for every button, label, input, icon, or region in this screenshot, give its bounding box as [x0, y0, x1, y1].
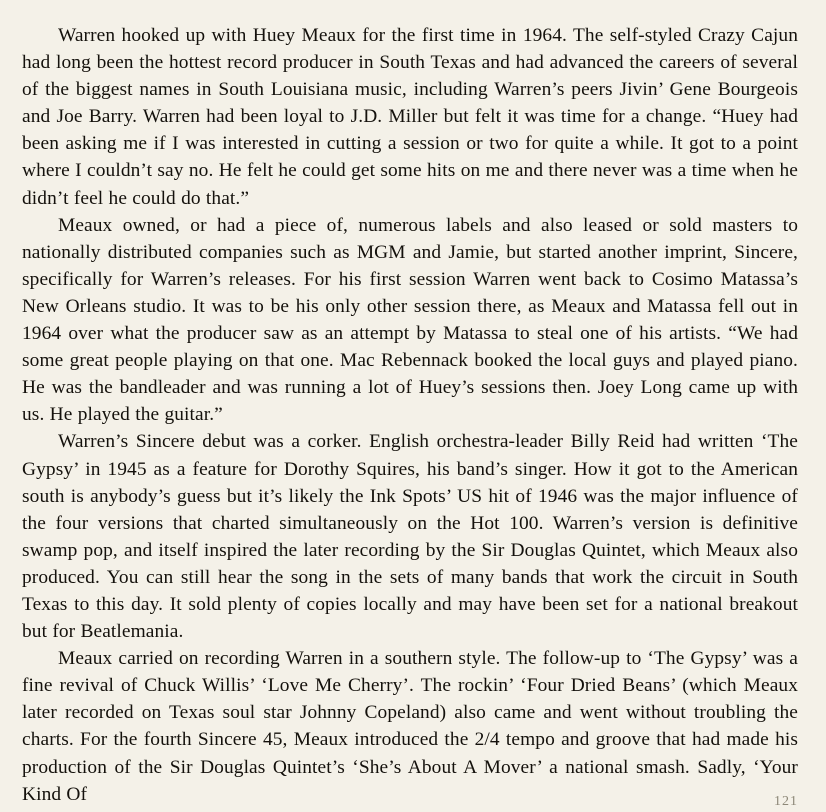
paragraph: Warren’s Sincere debut was a corker. English orchestra-leader Billy Reid had written ‘The Gypsy’ in 1945 as a feature for Dorothy Squires, his band’s singer. How it got to the American south is anybody’s guess but it’s likely the Ink Spots’ US hit of 1946 was the major influence of the four versions that charted simultaneously on the Hot 100. Warren’s version is definitive swamp pop, and itself inspired the later recording by the Sir Douglas Quintet, which Meaux also produced. You can still hear the song in the sets of many bands that work the circuit in South Texas to this day. It sold plenty of copies locally and may have been set for a national breakout but for Beatlemania. [22, 431, 798, 643]
paragraph: Warren hooked up with Huey Meaux for the first time in 1964. The self-styled Crazy Cajun had long been the hottest record producer in South Texas and had advanced the careers of several of the biggest names in South Louisiana music, including Warren’s peers Jivin’ Gene Bourgeois and Joe Barry. Warren had been loyal to J.D. Miller but felt it was time for a change. “Huey had been asking me if I was interested in cutting a session or two for quite a while. It got to a point where I couldn’t say no. He felt he could get some hits on me and there never was a time when he didn’t feel he could do that.” [22, 25, 798, 209]
page-number: 121 [774, 794, 798, 809]
paragraph: Meaux owned, or had a piece of, numerous labels and also leased or sold masters to nationally distributed companies such as MGM and Jamie, but started another imprint, Sincere, specifically for Warren’s releases. For his first session Warren went back to Cosimo Matassa’s New Orleans studio. It was to be his only other session there, as Meaux and Matassa fell out in 1964 over what the producer saw as an attempt by Matassa to steal one of his artists. “We had some great people playing on that one. Mac Rebennack booked the local guys and played piano. He was the bandleader and was running a lot of Huey’s sessions then. Joey Long came up with us. He played the guitar.” [22, 214, 798, 426]
body-text-column [22, 22, 798, 808]
paragraph: Meaux carried on recording Warren in a southern style. The follow-up to ‘The Gypsy’ was a fine revival of Chuck Willis’ ‘Love Me Cherry’. The rockin’ ‘Four Dried Beans’ (which Meaux later recorded on Texas soul star Johnny Copeland) also came and went without troubling the charts. For the fourth Sincere 45, Meaux introduced the 2/4 tempo and groove that had made his production of the Sir Douglas Quintet’s ‘She’s About A Mover’ a national smash. Sadly, ‘Your Kind Of [22, 648, 798, 805]
